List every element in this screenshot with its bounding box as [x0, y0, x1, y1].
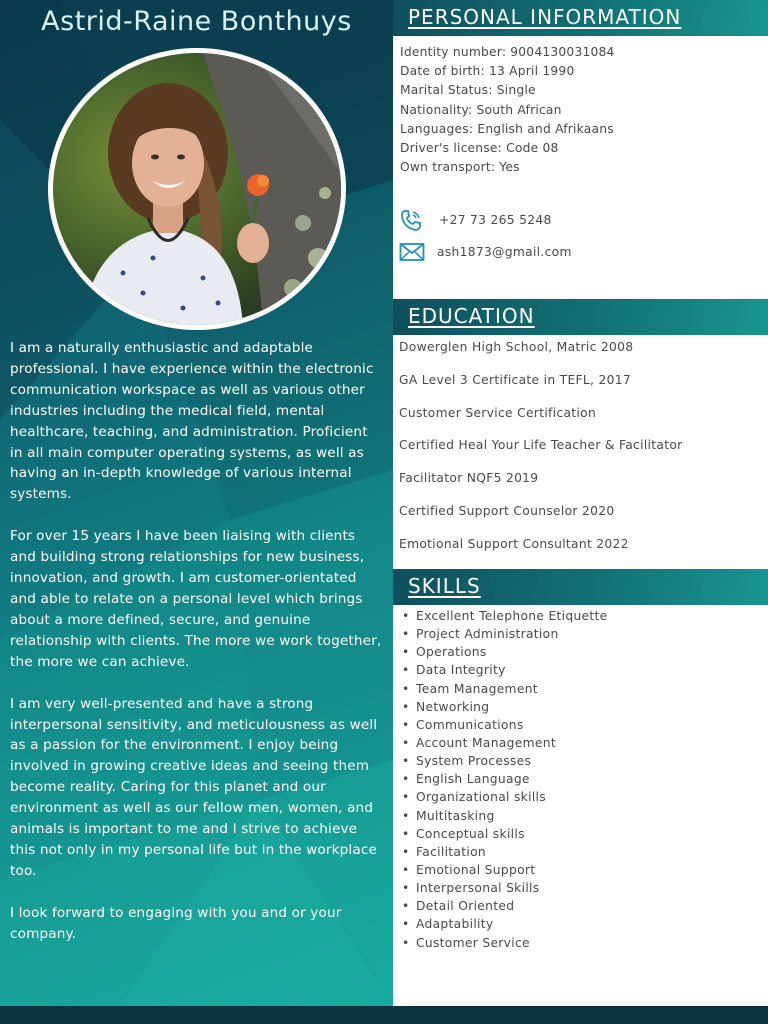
skill-item: • Data Integrity	[399, 661, 608, 679]
skills-list	[399, 607, 608, 952]
education-header	[393, 299, 768, 335]
profile-photo	[53, 53, 341, 325]
nationality: Nationality: South African	[400, 102, 562, 117]
profile-summary	[10, 338, 382, 966]
bio-paragraph: I am a naturally enthusiastic and adaptable professional. I have experience within the electronic communication workspace as well as various other industries including the medical field, mental healthcare, teaching, and administration. Proficient in all main computer operating systems, as well as having an in-depth knowledge of various internal systems.	[10, 340, 374, 503]
bio-paragraph: For over 15 years I have been liaising with clients and building strong relationships for new business, innovation, and growth. I am customer-orientated and able to relate on a personal level which brings about a more defined, secure, and genuine relationship with clients. The more we work together, the more we can achieve.	[10, 528, 382, 670]
skill-item: • Account Management	[399, 734, 608, 752]
education-item: Customer Service Certification	[399, 405, 597, 420]
skill-item: • Communications	[399, 716, 608, 734]
skill-item: • Interpersonal Skills	[399, 879, 608, 897]
skill-item: • Excellent Telephone Etiquette	[399, 607, 608, 625]
education-heading: EDUCATION	[408, 304, 535, 328]
bio-paragraph: I look forward to engaging with you and or your company.	[10, 904, 342, 942]
skill-item: • Emotional Support	[399, 861, 608, 879]
skill-item: • Adaptability	[399, 915, 608, 933]
candidate-name: Astrid-Raine Bonthuys	[41, 6, 352, 37]
education-item: Facilitator NQF5 2019	[399, 471, 539, 486]
education-item: GA Level 3 Certificate in TEFL, 2017	[399, 372, 631, 387]
personal-info-header	[393, 0, 768, 36]
education-list	[399, 340, 683, 570]
education-item: Certified Support Counselor 2020	[399, 503, 615, 518]
personal-info-list	[400, 43, 615, 177]
phone-contact[interactable]	[399, 209, 699, 233]
phone-icon	[399, 209, 423, 236]
marital-status: Marital Status: Single	[400, 83, 536, 98]
skill-item: • Multitasking	[399, 807, 608, 825]
identity-number: Identity number: 9004130031084	[400, 45, 615, 59]
skill-item: • Customer Service	[399, 934, 608, 952]
skill-item: • English Language	[399, 770, 608, 788]
skill-item: • Facilitation	[399, 843, 608, 861]
profile-photo-frame	[48, 48, 346, 330]
email-contact[interactable]	[399, 242, 699, 266]
email-address: ash1873@gmail.com	[437, 245, 572, 259]
skills-header	[393, 569, 768, 605]
education-item: Certified Heal Your Life Teacher & Facilitator	[399, 438, 683, 453]
skill-item: • Project Administration	[399, 625, 608, 643]
details-column	[393, 0, 768, 1006]
phone-number: +27 73 265 5248	[439, 213, 552, 227]
drivers-license: Driver's license: Code 08	[400, 141, 559, 156]
skill-item: • Operations	[399, 643, 608, 661]
email-icon	[399, 242, 425, 265]
skill-item: • System Processes	[399, 752, 608, 770]
education-item: Emotional Support Consultant 2022	[399, 536, 629, 551]
date-of-birth: Date of birth: 13 April 1990	[400, 64, 575, 79]
skill-item: • Detail Oriented	[399, 897, 608, 915]
languages: Languages: English and Afrikaans	[400, 121, 614, 136]
education-item: Dowerglen High School, Matric 2008	[399, 340, 634, 354]
bio-paragraph: I am very well-presented and have a strong interpersonal sensitivity, and meticulousness as well as a passion for the environment. I enjoy being involved in growing creative ideas and seeing them become reality. Caring for this planet and our environment as well as our fellow men, women, and animals is important to me and I strive to achieve this not only in my personal life but in the workplace too.	[10, 695, 378, 879]
skill-item: • Conceptual skills	[399, 825, 608, 843]
skill-item: • Networking	[399, 698, 608, 716]
skills-heading: SKILLS	[408, 574, 481, 598]
personal-info-heading: PERSONAL INFORMATION	[408, 5, 682, 29]
skill-item: • Team Management	[399, 680, 608, 698]
own-transport: Own transport: Yes	[400, 160, 520, 175]
skill-item: • Organizational skills	[399, 788, 608, 806]
footer-bar	[0, 1006, 768, 1024]
